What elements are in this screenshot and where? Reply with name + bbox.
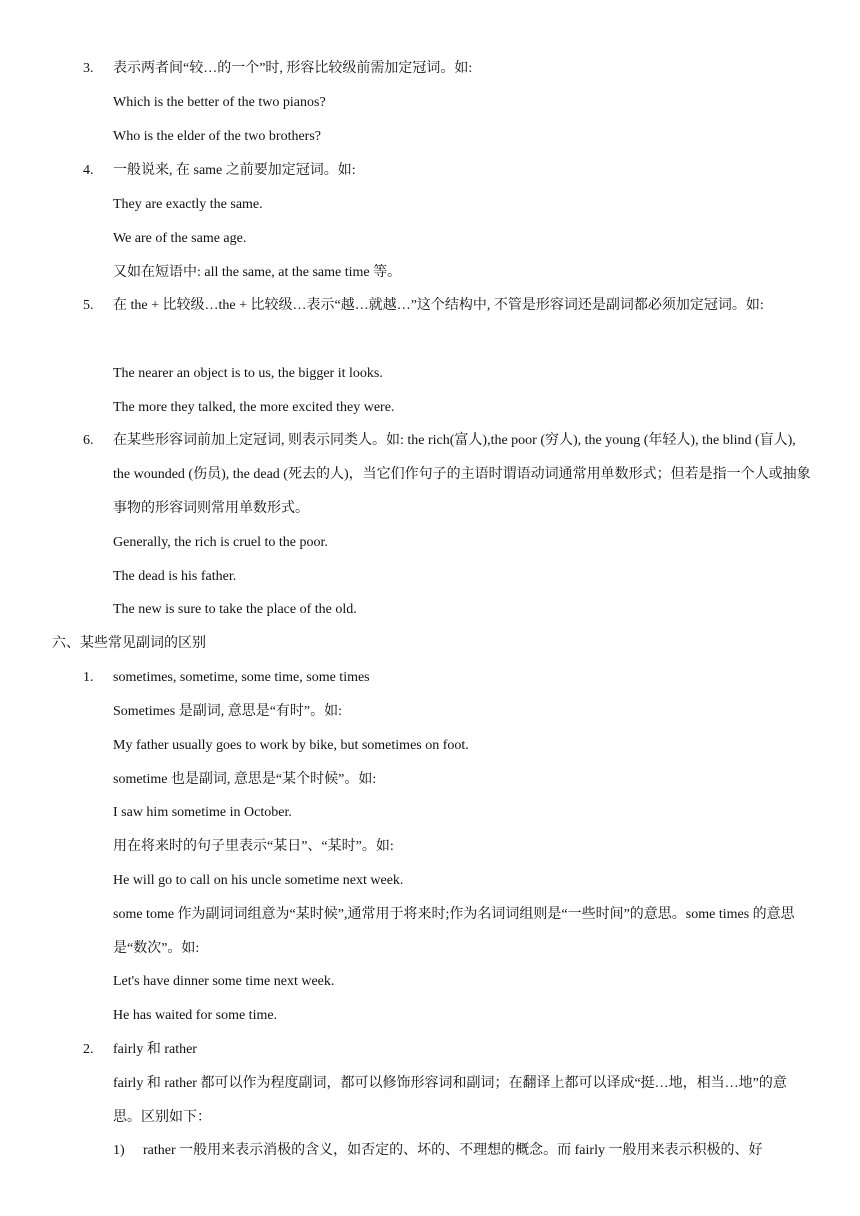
item-text: 在 the + 比较级…the + 比较级…表示“越…就越…”这个结构中, 不管是形容词还是副词都必须加定冠词。如: [113, 298, 764, 313]
example-sentence: They are exactly the same. [113, 197, 263, 212]
example-sentence: He will go to call on his uncle sometime next week. [113, 873, 404, 888]
example-sentence: I saw him sometime in October. [113, 805, 292, 820]
example-sentence: Who is the elder of the two brothers? [113, 129, 321, 144]
item-number: 3. [83, 61, 94, 76]
paragraph-text: some tome 作为副词词组意为“某时候”,通常用于将来时;作为名词词组则是“一些时间”的意思。some times 的意思是“数次”。如: [113, 907, 795, 956]
example-sentence: 又如在短语中: all the same, at the same time 等。 [113, 265, 402, 280]
item-number: 1. [83, 670, 94, 685]
sub-item-number: 1) [113, 1143, 125, 1158]
example-sentence: My father usually goes to work by bike, but sometimes on foot. [113, 738, 469, 753]
item-number: 4. [83, 163, 94, 178]
sub-item-text: rather 一般用来表示消极的含义，如否定的、坏的、不理想的概念。而 fairly 一般用来表示积极的、好 [143, 1143, 763, 1158]
paragraph-text: fairly 和 rather 都可以作为程度副词，都可以修饰形容词和副词；在翻译上都可以译成“挺…地，相当…地”的意思。区别如下： [113, 1076, 787, 1125]
item-text: 在某些形容词前加上定冠词, 则表示同类人。如: the rich(富人),the poor (穷人), the young (年轻人), the blind (盲人), the wounded (伤员), the dead (死去的人)，当它们作句子的主语时谓语动词通常用单数形式；但若是指一个人或抽象事物的形容词则常用单数形式。 [113, 433, 811, 516]
item-text: 表示两者间“较…的一个”时, 形容比较级前需加定冠词。如: [113, 61, 473, 76]
section-heading: 六、某些常见副词的区别 [52, 636, 206, 651]
example-sentence: We are of the same age. [113, 231, 247, 246]
example-sentence: The more they talked, the more excited they were. [113, 400, 395, 415]
example-sentence: The dead is his father. [113, 569, 237, 584]
example-sentence: Which is the better of the two pianos? [113, 95, 326, 110]
example-sentence: The new is sure to take the place of the old. [113, 602, 357, 617]
example-sentence: Let's have dinner some time next week. [113, 974, 335, 989]
example-sentence: Generally, the rich is cruel to the poor. [113, 535, 328, 550]
item-title: fairly 和 rather [113, 1042, 197, 1057]
item-number: 6. [83, 433, 94, 448]
paragraph-line: Sometimes 是副词, 意思是“有时”。如: [113, 704, 343, 719]
paragraph-line: sometime 也是副词, 意思是“某个时候”。如: [113, 772, 377, 787]
item-number: 5. [83, 298, 94, 313]
paragraph-line: 用在将来时的句子里表示“某日”、“某时”。如: [113, 839, 394, 854]
item-text: 一般说来, 在 same 之前要加定冠词。如: [113, 163, 356, 178]
item-number: 2. [83, 1042, 94, 1057]
example-sentence: He has waited for some time. [113, 1008, 278, 1023]
example-sentence: The nearer an object is to us, the bigger it looks. [113, 366, 383, 381]
item-title: sometimes, sometime, some time, some times [113, 670, 370, 685]
